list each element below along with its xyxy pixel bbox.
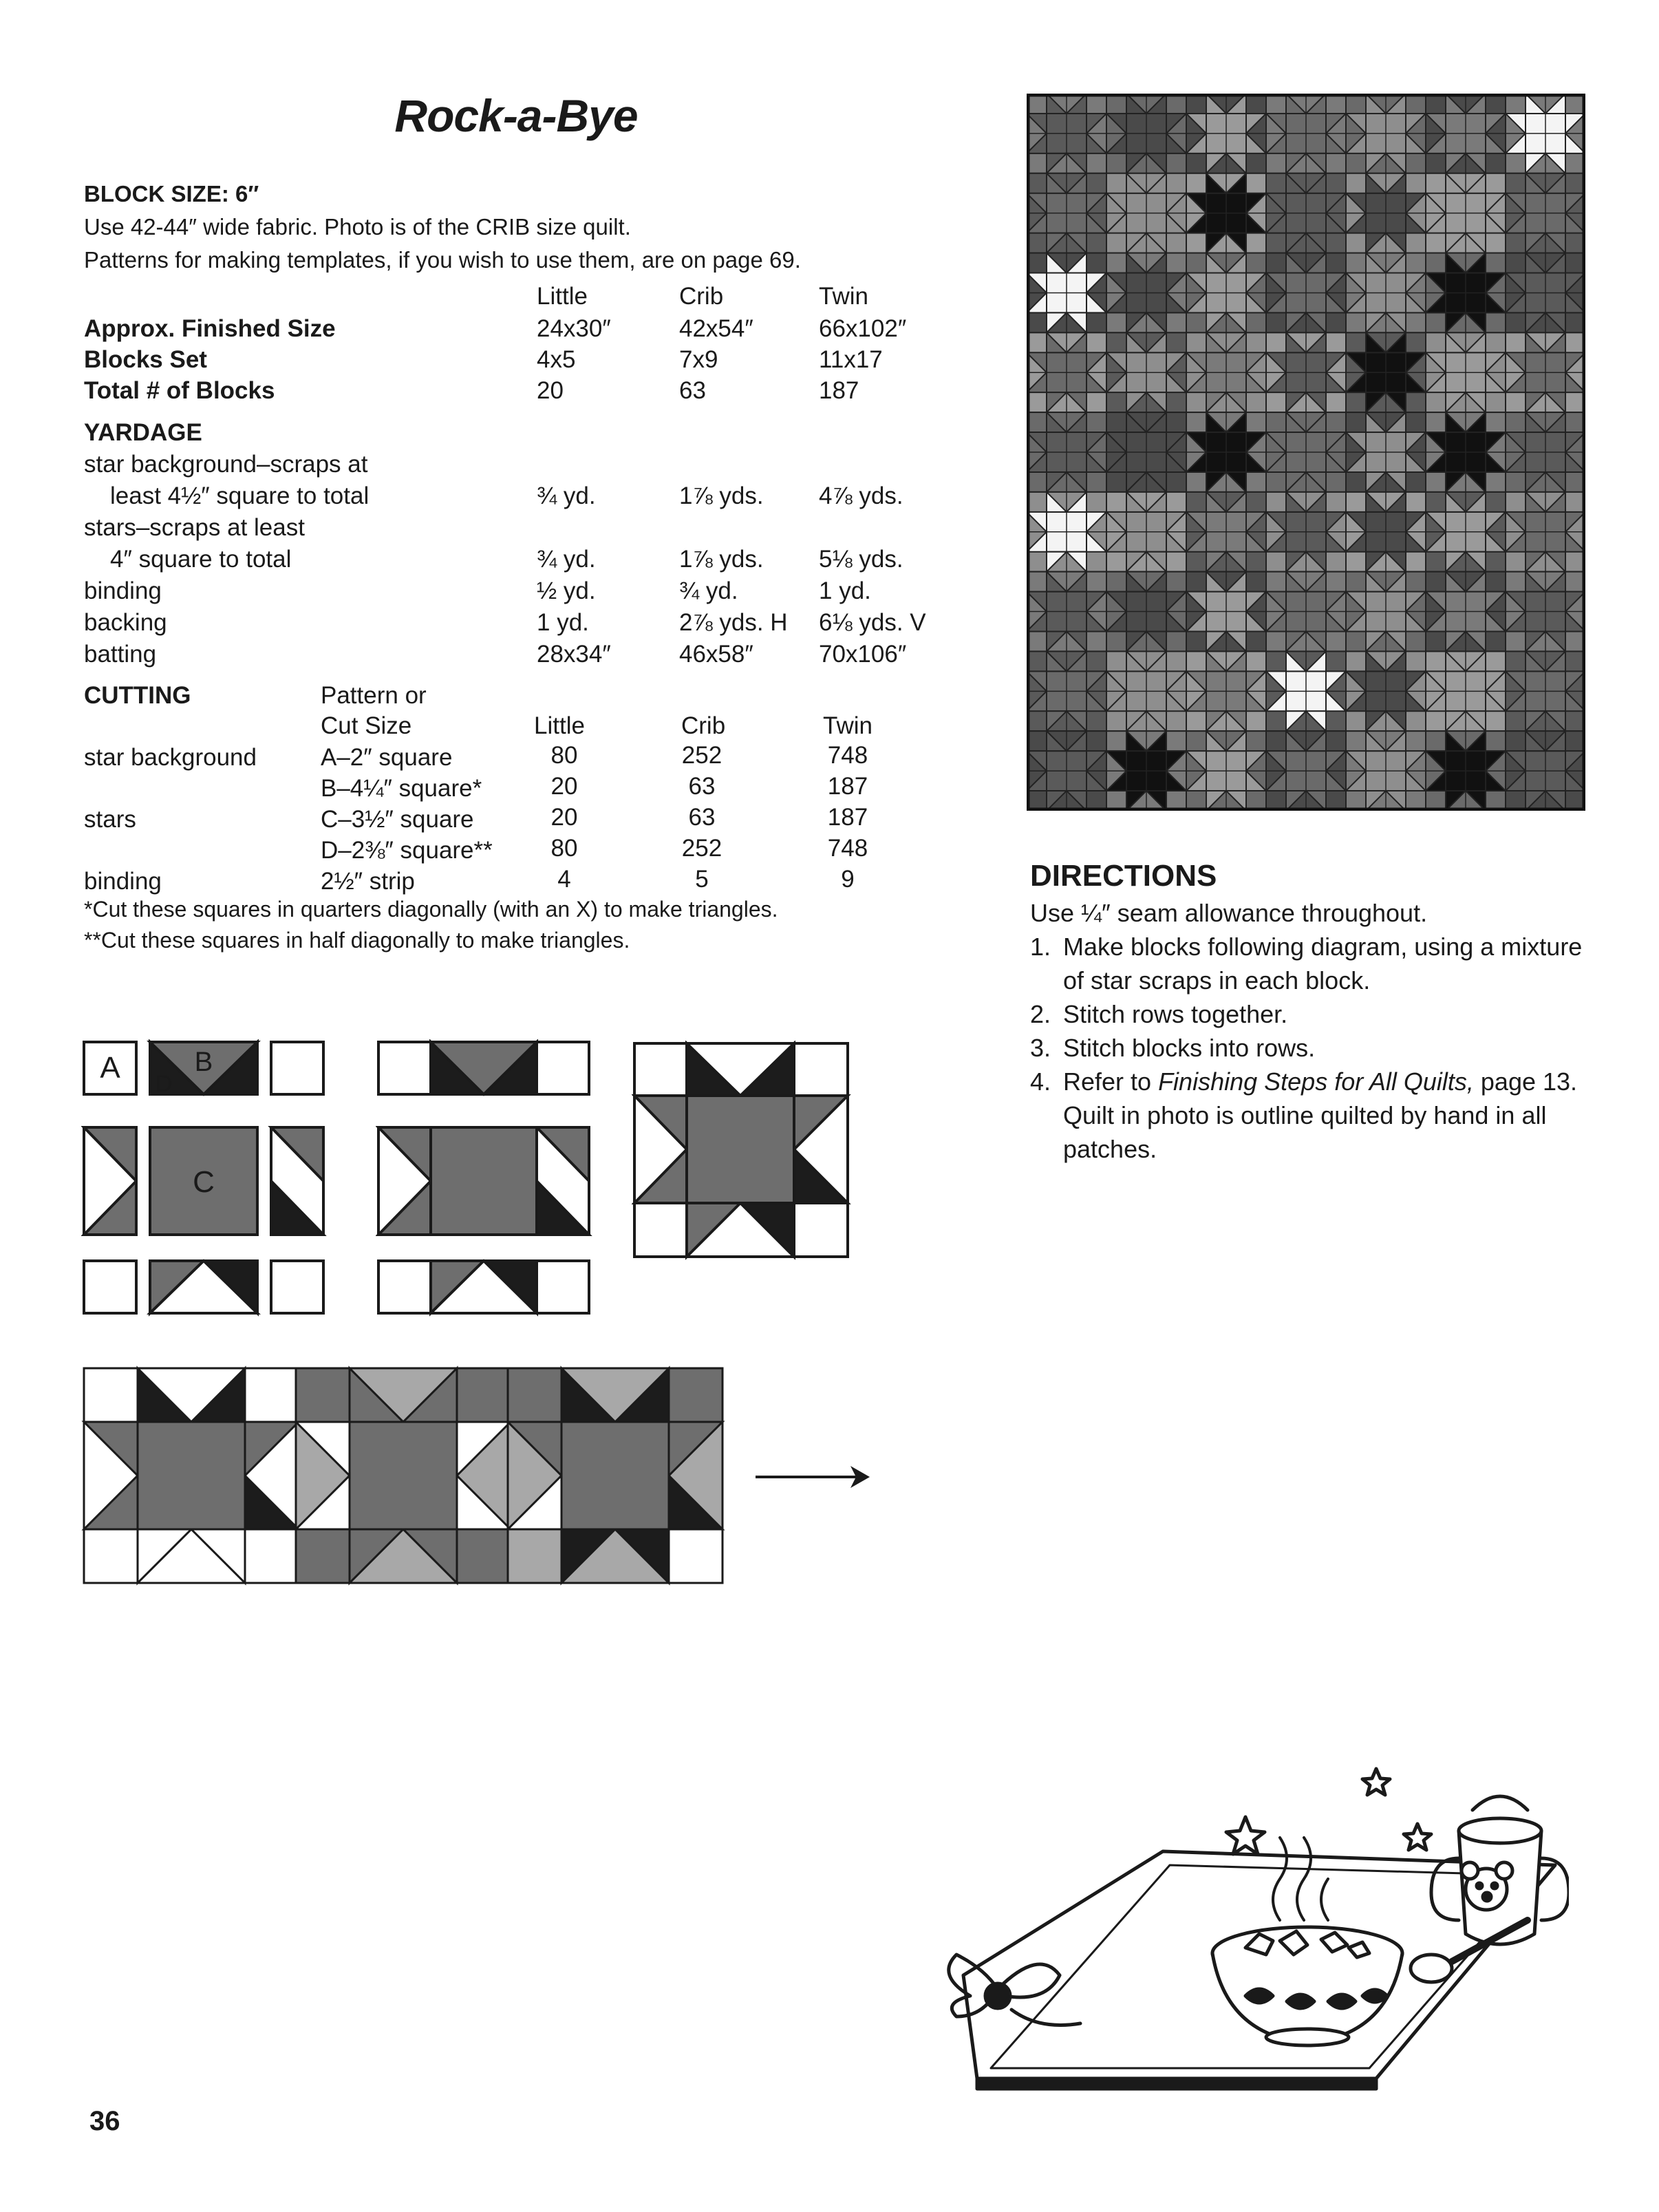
yardage-value: 4⅞ yds. <box>819 482 903 509</box>
size-value: 4x5 <box>537 346 576 373</box>
cutting-pattern: C–3½″ square <box>321 806 474 833</box>
yardage-value: 28x34″ <box>537 641 611 668</box>
step-text-pre: Refer to <box>1063 1067 1159 1096</box>
quilt-block <box>1506 332 1585 412</box>
row-assembly-diagram <box>81 1365 732 1586</box>
size-value: 66x102″ <box>819 315 907 342</box>
quilt-block <box>1186 94 1266 173</box>
cutting-pattern: B–4¼″ square* <box>321 775 482 802</box>
row-block-corner <box>669 1529 723 1583</box>
yardage-value: 1 yd. <box>537 609 589 636</box>
quilt-block <box>1346 332 1426 412</box>
row-block-corner <box>296 1529 350 1583</box>
intro-line-1: Use 42-44″ wide fabric. Photo is of the CRIB size quilt. <box>84 214 631 240</box>
yardage-value: 1⅞ yds. <box>679 482 764 509</box>
size-value: 11x17 <box>819 346 883 373</box>
quilt-block <box>1106 492 1186 572</box>
size-value: 24x30″ <box>537 315 611 342</box>
yardage-label: 4″ square to total <box>110 546 292 573</box>
quilt-block <box>1506 94 1585 173</box>
directions-heading: DIRECTIONS <box>1030 859 1217 893</box>
quilt-block <box>1186 253 1266 333</box>
row-block-corner <box>84 1529 138 1583</box>
quilt-block <box>1506 651 1585 731</box>
quilt-block <box>1506 572 1585 652</box>
yardage-value: ¾ yd. <box>679 577 738 604</box>
yardage-value: 1⅞ yds. <box>679 546 764 573</box>
direction-step <box>1030 1065 1594 1166</box>
footnote-2: **Cut these squares in half diagonally to make triangles. <box>84 928 630 953</box>
quilt-block <box>1106 651 1186 731</box>
cutting-pattern-header: Pattern or <box>321 682 427 709</box>
size-value: 20 <box>537 377 564 404</box>
yardage-label: stars–scraps at least <box>84 514 305 541</box>
label-b: B <box>194 1047 213 1077</box>
yardage-value: ¾ yd. <box>537 482 596 509</box>
cutting-heading: CUTTING <box>84 682 191 709</box>
cutting-label: star background <box>84 744 257 771</box>
yardage-value: 6⅛ yds. V <box>819 609 926 636</box>
cutting-pattern-header: Cut Size <box>321 712 412 739</box>
quilt-block <box>1106 94 1186 173</box>
arrow-icon <box>754 1462 871 1492</box>
size-header-crib: Crib <box>679 283 724 310</box>
quilt-block <box>1186 731 1266 811</box>
directions <box>1030 896 1594 1166</box>
row-block-corner <box>457 1368 511 1422</box>
quilt-block <box>1346 731 1426 811</box>
quilt-block <box>1346 94 1426 173</box>
cutting-value: 187 <box>827 773 868 800</box>
row-block-corner <box>245 1368 299 1422</box>
size-value: 63 <box>679 377 706 404</box>
cutting-value: 4 <box>557 866 571 893</box>
cutting-pattern: A–2″ square <box>321 744 453 771</box>
size-row-label: Approx. Finished Size <box>84 315 336 342</box>
cutting-value: 748 <box>827 742 868 769</box>
quilt-block <box>1106 173 1186 253</box>
quilt-block <box>1346 651 1426 731</box>
step-text: Stitch blocks into rows. <box>1063 1034 1316 1062</box>
quilt-block <box>1426 173 1506 253</box>
quilt-block <box>1106 253 1186 333</box>
cutting-value: 20 <box>550 804 578 831</box>
quilt-block <box>1266 332 1346 412</box>
quilt-block <box>1426 253 1506 333</box>
cutting-value: 252 <box>681 835 723 862</box>
step-number: 3. <box>1030 1034 1051 1062</box>
yardage-heading: YARDAGE <box>84 419 202 446</box>
quilt-block <box>1266 253 1346 333</box>
row-block-corner <box>245 1529 299 1583</box>
quilt-block <box>1027 94 1106 173</box>
cutting-value: 63 <box>688 804 716 831</box>
quilt-block <box>1186 412 1266 492</box>
direction-step <box>1030 997 1594 1031</box>
quilt-block <box>1266 412 1346 492</box>
yardage-value: 46x58″ <box>679 641 753 668</box>
yardage-label: least 4½″ square to total <box>110 482 370 509</box>
row-block-corner <box>508 1368 561 1422</box>
cutting-header-little: Little <box>534 712 585 739</box>
yardage-value: 1 yd. <box>819 577 871 604</box>
step-text: Make blocks following diagram, using a mixture of star scraps in each block. <box>1063 933 1583 995</box>
page-number: 36 <box>89 2106 120 2136</box>
footnote-1: *Cut these squares in quarters diagonally (with an X) to make triangles. <box>84 897 778 922</box>
row-block-center <box>561 1422 669 1529</box>
cutting-label: binding <box>84 868 162 895</box>
label-a: A <box>100 1051 120 1085</box>
row-block-corner <box>457 1529 511 1583</box>
cutting-value: 187 <box>827 804 868 831</box>
cutting-value: 80 <box>550 742 578 769</box>
cutting-value: 20 <box>550 773 578 800</box>
quilt-block <box>1426 492 1506 572</box>
size-header-twin: Twin <box>819 283 868 310</box>
quilt-block <box>1426 651 1506 731</box>
quilt-block <box>1027 651 1106 731</box>
row-block-corner <box>669 1368 723 1422</box>
cutting-value: 252 <box>681 742 723 769</box>
quilt-block <box>1266 572 1346 652</box>
intro-line-2: Patterns for making templates, if you wish to use them, are on page 69. <box>84 247 801 273</box>
quilt-block <box>1027 253 1106 333</box>
size-header-little: Little <box>537 283 588 310</box>
quilt-block <box>1266 173 1346 253</box>
cutting-pattern: D–2⅜″ square** <box>321 837 493 864</box>
quilt-block <box>1027 572 1106 652</box>
cutting-value: 9 <box>841 866 855 893</box>
quilt-block <box>1186 492 1266 572</box>
block-rows-diagram <box>376 1039 596 1321</box>
row-block-corner <box>84 1368 138 1422</box>
cutting-label: stars <box>84 806 136 833</box>
yardage-value: 5⅛ yds. <box>819 546 903 573</box>
direction-step <box>1030 1031 1594 1065</box>
quilt-block <box>1186 572 1266 652</box>
quilt-block <box>1186 332 1266 412</box>
quilt-block <box>1106 572 1186 652</box>
finished-block-diagram <box>632 1041 852 1261</box>
intro <box>84 178 801 277</box>
quilt-block <box>1506 253 1585 333</box>
quilt-block <box>1426 572 1506 652</box>
quilt-block <box>1106 731 1186 811</box>
yardage-label: star background–scraps at <box>84 451 368 478</box>
step-text-italic: Finishing Steps for All Quilts, <box>1158 1067 1474 1096</box>
quilt-block <box>1346 173 1426 253</box>
row-block-center <box>350 1422 457 1529</box>
directions-intro: Use ¼″ seam allowance throughout. <box>1030 899 1428 927</box>
quilt-block <box>1346 412 1426 492</box>
yardage-value: 70x106″ <box>819 641 907 668</box>
cutting-value: 80 <box>550 835 578 862</box>
size-row-label: Blocks Set <box>84 346 207 373</box>
quilt-block <box>1346 492 1426 572</box>
cutting-header-twin: Twin <box>823 712 873 739</box>
quilt-block <box>1027 492 1106 572</box>
quilt-block <box>1106 332 1186 412</box>
yardage-value: 2⅞ yds. H <box>679 609 788 636</box>
block-size: BLOCK SIZE: 6″ <box>84 181 259 206</box>
size-row-label: Total # of Blocks <box>84 377 275 404</box>
step-number: 4. <box>1030 1067 1051 1096</box>
quilt-block <box>1426 412 1506 492</box>
direction-step <box>1030 930 1594 997</box>
quilt-block <box>1346 572 1426 652</box>
quilt-block <box>1106 412 1186 492</box>
label-c: C <box>193 1165 215 1199</box>
quilt-block <box>1426 731 1506 811</box>
quilt-block <box>1027 412 1106 492</box>
block-piece-diagram <box>81 1039 329 1321</box>
quilt-block <box>1266 651 1346 731</box>
step-text: Stitch rows together. <box>1063 1000 1288 1028</box>
row-block-corner <box>508 1529 561 1583</box>
row-block-center <box>138 1422 245 1529</box>
quilt-block <box>1506 412 1585 492</box>
quilt-block <box>1186 651 1266 731</box>
quilt-block <box>1266 731 1346 811</box>
size-value: 187 <box>819 377 859 404</box>
step-number: 1. <box>1030 933 1051 961</box>
step-text-post: page 13. Quilt in photo is outline quilted by hand in all patches. <box>1063 1067 1578 1163</box>
quilt-block <box>1506 731 1585 811</box>
quilt-block <box>1426 332 1506 412</box>
step-number: 2. <box>1030 1000 1051 1028</box>
cutting-value: 748 <box>827 835 868 862</box>
cutting-pattern: 2½″ strip <box>321 868 415 895</box>
quilt-block <box>1266 94 1346 173</box>
quilt-photo <box>1027 94 1585 811</box>
row-block-corner <box>296 1368 350 1422</box>
cutting-header-crib: Crib <box>681 712 726 739</box>
page-title: Rock-a-Bye <box>394 90 638 141</box>
quilt-block <box>1506 492 1585 572</box>
yardage-value: ½ yd. <box>537 577 596 604</box>
quilt-block <box>1027 332 1106 412</box>
yardage-label: batting <box>84 641 157 668</box>
quilt-block <box>1426 94 1506 173</box>
quilt-block <box>1186 173 1266 253</box>
quilt-block <box>1506 173 1585 253</box>
size-value: 42x54″ <box>679 315 753 342</box>
yardage-label: backing <box>84 609 167 636</box>
quilt-block <box>1266 492 1346 572</box>
size-value: 7x9 <box>679 346 718 373</box>
quilt-block <box>1027 173 1106 253</box>
quilt-block <box>1027 731 1106 811</box>
cutting-value: 63 <box>688 773 716 800</box>
yardage-label: binding <box>84 577 162 604</box>
label-d: D <box>155 1071 173 1097</box>
cutting-value: 5 <box>695 866 709 893</box>
breakfast-tray-illustration <box>922 1721 1569 2134</box>
quilt-block <box>1346 253 1426 333</box>
yardage-value: ¾ yd. <box>537 546 596 573</box>
